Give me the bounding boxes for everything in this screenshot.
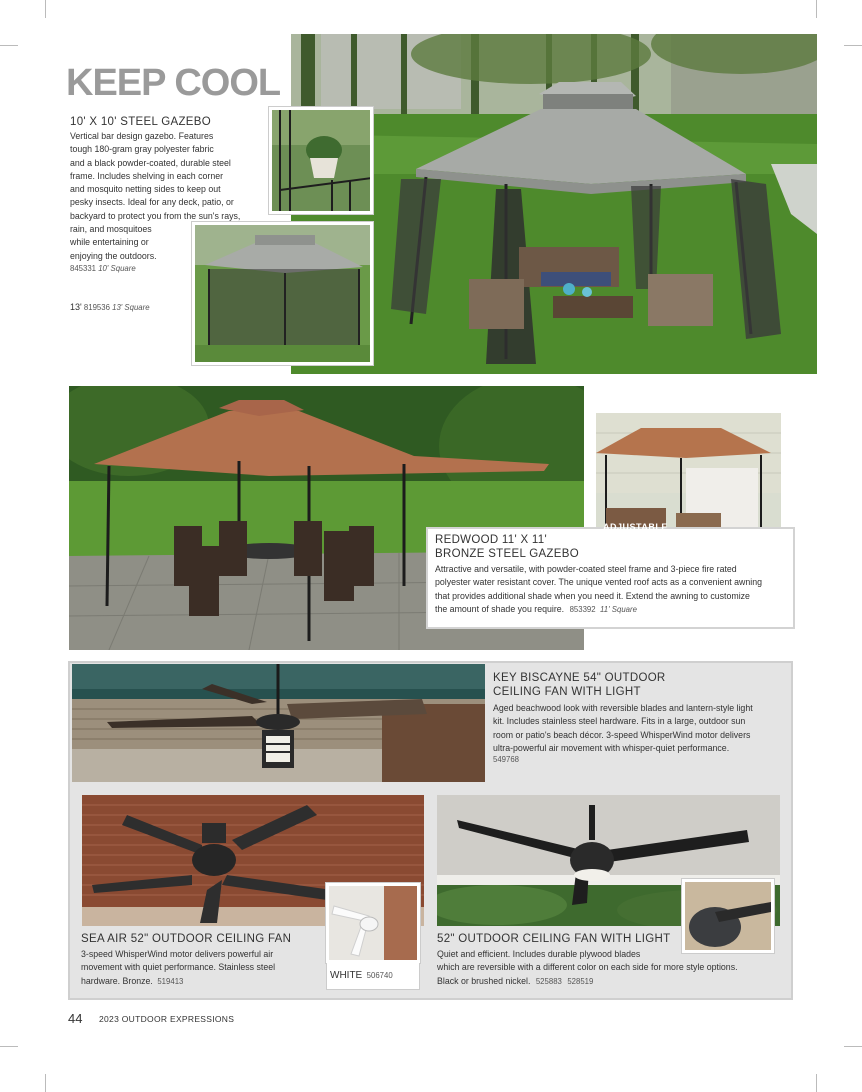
sku-number: 819536: [83, 303, 110, 312]
page-title: KEEP COOL: [66, 62, 281, 104]
fan52-description-line: Quiet and efficient. Includes durable plywood blades: [437, 949, 641, 959]
key-biscayne-heading: [493, 671, 666, 699]
sku-size: 10' Square: [98, 263, 136, 273]
redwood-heading-line: REDWOOD 11' X 11': [435, 534, 547, 546]
gazebo-sku-13: [70, 302, 150, 312]
awning-label: [603, 521, 668, 545]
awning-label-line: AWNING: [603, 534, 643, 544]
gazebo-description-line: backyard to protect you from the sun's rays,: [70, 210, 241, 221]
fan52-sku: 528519: [567, 976, 594, 986]
key-biscayne-photo: [72, 664, 485, 782]
white-label: WHITE: [330, 970, 363, 981]
footer-text: 2023 OUTDOOR EXPRESSIONS: [99, 1014, 235, 1024]
fan52-description-line: [437, 975, 782, 988]
gazebo-description-line: Vertical bar design gazebo. Features: [70, 131, 214, 141]
redwood-description: [435, 563, 793, 616]
crop-mark: [844, 1046, 862, 1047]
page-number: 44: [68, 1011, 83, 1026]
crop-mark: [816, 1074, 817, 1092]
gazebo-shelf-inset: [269, 107, 373, 214]
redwood-description-line: polyester water resistant cover. The unique vented roof acts as a convenient awning: [435, 577, 762, 588]
fan52-last-line: Black or brushed nickel.: [437, 975, 531, 986]
fan52-nickel-inset: [682, 879, 774, 953]
crop-mark: [45, 0, 46, 18]
gazebo-description-line: and mosquito netting sides to keep out: [70, 184, 221, 195]
fan52-heading: 52" OUTDOOR CEILING FAN WITH LIGHT: [437, 933, 671, 945]
size-label: 13': [70, 302, 82, 312]
redwood-description-line: that provides additional shade when you need it. Extend the awning to customize: [435, 590, 750, 601]
gazebo-description-line: frame. Includes shelving in each corner: [70, 170, 224, 181]
gazebo-description: [70, 130, 270, 273]
crop-mark: [844, 45, 862, 46]
key-biscayne-description-line: room or patio's beach décor. 3-speed WhisperWind motor delivers: [493, 729, 751, 740]
gazebo-description-line: tough 180-gram gray polyester fabric: [70, 144, 214, 155]
white-variant: [330, 965, 393, 983]
sea-air-description-line: [81, 975, 321, 988]
redwood-description-line: [435, 603, 793, 616]
redwood-size: 11' Square: [600, 604, 637, 614]
fan52-description: [437, 948, 782, 988]
redwood-heading: [435, 533, 579, 561]
key-biscayne-description-line: ultra-powerful air movement with whisper-quiet performance.: [493, 742, 730, 753]
crop-mark: [0, 1046, 18, 1047]
awning-label-line: ADJUSTABLE: [603, 522, 668, 532]
sea-air-description-line: 3-speed WhisperWind motor delivers powerful air: [81, 949, 274, 959]
gazebo-description-line: and a black powder-coated, durable steel: [70, 157, 231, 168]
sea-air-heading: SEA AIR 52" OUTDOOR CEILING FAN: [81, 933, 292, 945]
key-biscayne-sku: 549768: [493, 755, 520, 765]
crop-mark: [45, 1074, 46, 1092]
redwood-heading-line: BRONZE STEEL GAZEBO: [435, 548, 579, 560]
redwood-sku: 853392: [569, 604, 596, 614]
gazebo-description-line: while entertaining or: [70, 237, 149, 248]
key-biscayne-heading-line: KEY BISCAYNE 54" OUTDOOR: [493, 672, 666, 684]
key-biscayne-heading-line: CEILING FAN WITH LIGHT: [493, 686, 641, 698]
sku-size: 13' Square: [112, 303, 150, 312]
gazebo-description-line: pesky insects. Ideal for any deck, patio, or: [70, 197, 234, 208]
gazebo-description-line: enjoying the outdoors.: [70, 250, 157, 261]
white-sku: 506740: [366, 971, 393, 980]
fan52-description-line: which are reversible with a different color on each side for more style options.: [437, 962, 738, 973]
sku-number: 845331: [70, 263, 97, 273]
gazebo-description-line: rain, and mosquitoes: [70, 224, 152, 235]
redwood-last-line: the amount of shade you require.: [435, 603, 565, 614]
sea-air-last-line: hardware. Bronze.: [81, 975, 153, 986]
key-biscayne-description: [493, 702, 788, 764]
sea-air-description-line: movement with quiet performance. Stainless steel: [81, 962, 276, 973]
sea-air-sku: 519413: [157, 976, 184, 986]
sea-air-description: [81, 948, 321, 988]
crop-mark: [0, 45, 18, 46]
crop-mark: [816, 0, 817, 18]
gazebo-heading: 10' X 10' STEEL GAZEBO: [70, 116, 211, 128]
gazebo-sku-10: [70, 264, 270, 273]
key-biscayne-description-line: Aged beachwood look with reversible blades and lantern-style light: [493, 703, 753, 713]
white-fan-inset: [326, 883, 420, 963]
key-biscayne-description-line: kit. Includes stainless steel hardware. Fits in a large, outdoor sun: [493, 716, 746, 727]
redwood-description-line: Attractive and versatile, with powder-coated steel frame and 3-piece fire rated: [435, 564, 737, 574]
fan52-sku: 525883: [535, 976, 562, 986]
